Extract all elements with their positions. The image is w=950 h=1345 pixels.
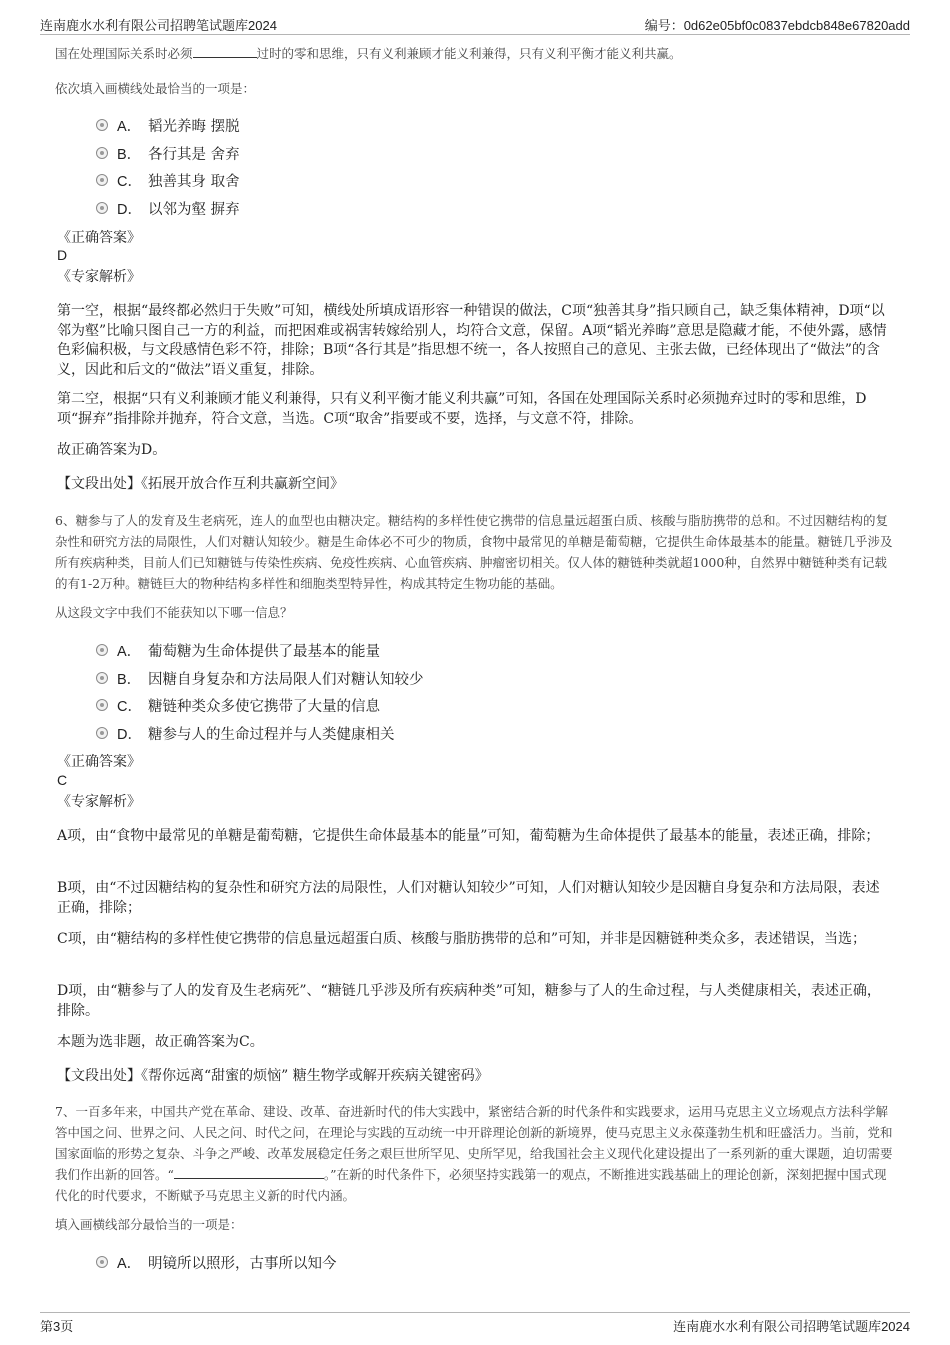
source-label: 【文段出处】 xyxy=(57,1068,141,1084)
option-letter: D． xyxy=(117,202,142,218)
q6-analysis-paragraph: A项，由“食物中最常见的单糖是葡萄糖，它提供生命体最基本的能量”可知，葡萄糖为生命体提供了最基本的能量，表述正确，排除； xyxy=(57,828,880,844)
q5-answer: D xyxy=(57,247,68,263)
option-text: 糖参与人的生命过程并与人类健康相关 xyxy=(148,727,395,743)
option-letter: C． xyxy=(117,174,142,190)
q6-analysis-paragraph: C项，由“糖结构的多样性使它携带的信息量远超蛋白质、核酸与脂肪携带的总和”可知，并非是因糖链种类众多，表述错误，当选； xyxy=(57,931,867,947)
radio-icon[interactable] xyxy=(96,174,108,186)
radio-icon[interactable] xyxy=(96,147,108,159)
radio-icon[interactable] xyxy=(96,202,108,214)
option-text: 葡萄糖为生命体提供了最基本的能量 xyxy=(148,644,380,660)
radio-icon[interactable] xyxy=(96,699,108,711)
q5-stem-part2: 过时的零和思维，只有义利兼顾才能义利兼得，只有义利平衡才能义利共赢。 xyxy=(256,46,682,61)
header-title: 连南鹿水水利有限公司招聘笔试题库2024 xyxy=(40,18,277,33)
option-text: 独善其身 取舍 xyxy=(148,174,240,190)
radio-icon[interactable] xyxy=(96,644,108,656)
option-letter: A． xyxy=(117,119,142,135)
q5-analysis-label: 《专家解析》 xyxy=(57,269,141,285)
q6-analysis-paragraph: D项，由“糖参与了人的发育及生老病死”、“糖链几乎涉及所有疾病种类”可知，糖参与了人的生命过程，与人类健康相关，表述正确，排除。 xyxy=(57,983,881,1019)
q6-analysis-paragraph: B项，由“不过因糖结构的复杂性和研究方法的局限性，人们对糖认知较少”可知，人们对糖认知较少是因糖自身复杂和方法局限，表述正确，排除； xyxy=(57,880,880,916)
option-text: 韬光养晦 摆脱 xyxy=(148,119,240,135)
option-text: 各行其是 舍弃 xyxy=(148,147,240,163)
option-letter: D． xyxy=(117,727,142,743)
header-doc-id: 编号：0d62e05bf0c0837ebdcb848e67820add xyxy=(644,18,910,33)
page-header xyxy=(40,12,910,35)
q5-analysis-paragraph: 第二空，根据“只有义利兼顾才能义利兼得，只有义利平衡才能义利共赢”可知，各国在处理国际关系时必须抛弃过时的零和思维，D项“摒弃”指排除并抛弃，符合文意，当选。C项“取舍”指要或不要，选择，与文意不符，排除。 xyxy=(57,391,867,427)
q6-stem: 6、糖参与了人的发育及生老病死，连人的血型也由糖决定。糖结构的多样性使它携带的信息量远超蛋白质、核酸与脂肪携带的总和。不过因糖结构的复杂性和研究方法的局限性，人们对糖认知较少。糖是生命体必不可少的物质，食物中最常见的单糖是葡萄糖，它提供生命体最基本的能量。糖链几乎涉及所有疾病种类，目前人们已知糖链与传染性疾病、免疫性疾病、心血管疾病、肿瘤密切相关。仅人体的糖链种类就超1000种，自然界中糖链种类有记载的有1-2万种。糖链巨大的物种结构多样性和细胞类型特异性，构成其特定生物功能的基础。 xyxy=(55,513,893,591)
q7-prompt: 填入画横线部分最恰当的一项是： xyxy=(55,1217,243,1232)
source-title: 《帮你远离“甜蜜的烦恼” 糖生物学或解开疾病关键密码》 xyxy=(141,1068,489,1084)
source-label: 【文段出处】 xyxy=(57,476,141,492)
option-letter: A． xyxy=(117,644,142,660)
option-text: 以邻为壑 摒弃 xyxy=(148,202,240,218)
q5-stem-part1: 国在处理国际关系时必须 xyxy=(55,46,193,61)
q7-stem-part1: 7、一百多年来，中国共产党在革命、建设、改革、奋进新时代的伟大实践中，紧密结合新的时代条件和实践要求，运用马克思主义立场观点方法科学解答中国之问、世界之问、人民之问、时代之问，在理论与实践的互动统一中开辟理论创新的新境界，使马克思主义永葆蓬勃生机和旺盛活力。当前，党和国家面临的形势之复杂、斗争之严峻、改革发展稳定任务之艰巨世所罕见、史所罕见，给我国社会主义现代化建设提出了一系列新的重大课题，迫切需要我们作出新的回答。“ xyxy=(55,1104,893,1182)
option-text: 因糖自身复杂和方法局限人们对糖认知较少 xyxy=(148,672,424,688)
q6-prompt: 从这段文字中我们不能获知以下哪一信息？ xyxy=(55,605,293,620)
page-number: 第3页 xyxy=(40,1319,74,1334)
q7-stem-part2: 。”在新的时代条件下，必须坚持实践第一的观点，不断推进实践基础上的理论创新，深刻把握中国式现代化的时代要求，不断赋予马克思主义新的时代内涵。 xyxy=(55,1167,887,1203)
q6-answer-label: 《正确答案》 xyxy=(57,754,141,770)
page-footer xyxy=(40,1312,910,1335)
q5-answer-label: 《正确答案》 xyxy=(57,230,141,246)
option-letter: B． xyxy=(117,147,142,163)
q5-stem xyxy=(55,43,915,64)
option-text: 糖链种类众多使它携带了大量的信息 xyxy=(148,699,380,715)
q5-analysis-conclusion: 故正确答案为D。 xyxy=(57,442,167,458)
q5-blank xyxy=(193,43,257,58)
q6-answer: C xyxy=(57,772,68,788)
q7-blank xyxy=(174,1164,324,1179)
radio-icon[interactable] xyxy=(96,119,108,131)
radio-icon[interactable] xyxy=(96,727,108,739)
option-text: 明镜所以照形，古事所以知今 xyxy=(148,1256,337,1272)
option-letter: A． xyxy=(117,1256,142,1272)
q5-prompt: 依次填入画横线处最恰当的一项是： xyxy=(55,81,256,96)
source-title: 《拓展开放合作互利共赢新空间》 xyxy=(141,476,344,492)
radio-icon[interactable] xyxy=(96,672,108,684)
q5-source xyxy=(57,475,344,495)
footer-title: 连南鹿水水利有限公司招聘笔试题库2024 xyxy=(673,1319,910,1334)
option-letter: B． xyxy=(117,672,142,688)
q5-analysis-paragraph: 第一空，根据“最终都必然归于失败”可知，横线处所填成语形容一种错误的做法，C项“独善其身”指只顾自己，缺乏集体精神，D项“以邻为壑”比喻只图自己一方的利益，而把困难或祸害转嫁给别人，均符合文意，保留。A项“韬光养晦”意思是隐藏才能，不使外露，感情色彩偏积极，与文段感情色彩不符，排除；B项“各行其是”指思想不统一，各人按照自己的意见、主张去做，已经体现出了“做法”的含义，因此和后文的“做法”语义重复，排除。 xyxy=(57,303,887,378)
option-letter: C． xyxy=(117,699,142,715)
radio-icon[interactable] xyxy=(96,1256,108,1268)
q6-analysis-label: 《专家解析》 xyxy=(57,794,141,810)
q6-analysis-conclusion: 本题为选非题，故正确答案为C。 xyxy=(57,1034,264,1050)
q6-source xyxy=(57,1067,489,1087)
q7-stem xyxy=(55,1101,897,1206)
